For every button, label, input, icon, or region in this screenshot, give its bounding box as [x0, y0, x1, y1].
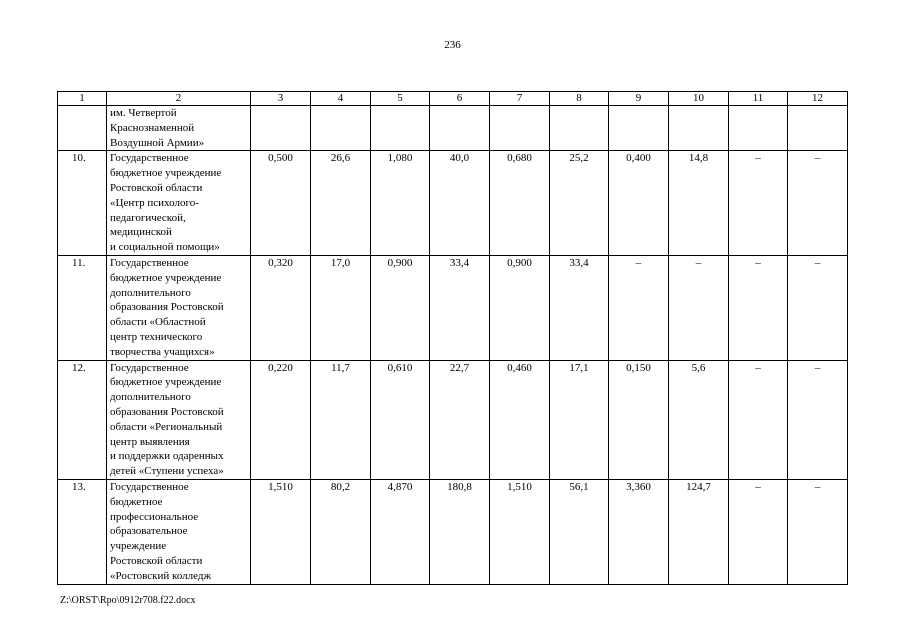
name-line: дополнительного	[110, 286, 191, 299]
value-cell-col-11	[729, 106, 788, 151]
value-cell-col-7	[490, 106, 550, 151]
table-row	[58, 106, 848, 151]
name-line: Ростовской области	[110, 181, 203, 194]
value-cell-col-5: 0,900	[371, 255, 430, 360]
value-cell-col-6: 33,4	[430, 255, 490, 360]
value-cell-col-5: 0,610	[371, 360, 430, 479]
value-cell-col-12	[788, 106, 848, 151]
row-number	[58, 106, 107, 151]
name-line: образования Ростовской	[110, 301, 224, 314]
name-line: Краснознаменной	[110, 121, 195, 134]
name-line: Государственное	[110, 256, 189, 269]
value-cell-col-10: –	[669, 255, 729, 360]
value-cell-col-6: 40,0	[430, 151, 490, 256]
value-cell-col-5: 1,080	[371, 151, 430, 256]
institution-name	[107, 106, 251, 151]
name-line: Государственное	[110, 361, 189, 374]
value-cell-col-8	[550, 106, 609, 151]
column-header-3: 3	[251, 92, 311, 106]
table-row	[58, 479, 848, 584]
name-line: детей «Ступени успеха»	[110, 465, 224, 478]
value-cell-col-9: 0,400	[609, 151, 669, 256]
value-cell-col-9: –	[609, 255, 669, 360]
value-cell-col-3: 1,510	[251, 479, 311, 584]
column-header-6: 6	[430, 92, 490, 106]
column-header-8: 8	[550, 92, 609, 106]
name-line: бюджетное учреждение	[110, 167, 222, 180]
value-cell-col-9: 0,150	[609, 360, 669, 479]
column-header-10: 10	[669, 92, 729, 106]
name-line: бюджетное учреждение	[110, 271, 222, 284]
value-cell-col-3: 0,500	[251, 151, 311, 256]
value-cell-col-8: 17,1	[550, 360, 609, 479]
value-cell-col-7: 0,900	[490, 255, 550, 360]
value-cell-col-6: 180,8	[430, 479, 490, 584]
row-number: 13.	[58, 479, 107, 584]
value-cell-col-12: –	[788, 255, 848, 360]
name-line: образовательное	[110, 525, 188, 538]
value-cell-col-4	[311, 106, 371, 151]
value-cell-col-6	[430, 106, 490, 151]
table-row	[58, 360, 848, 479]
name-line: области «Региональный	[110, 420, 223, 433]
value-cell-col-10	[669, 106, 729, 151]
value-cell-col-11: –	[729, 255, 788, 360]
value-cell-col-12: –	[788, 479, 848, 584]
name-line: медицинской	[110, 226, 172, 239]
column-header-5: 5	[371, 92, 430, 106]
row-number: 11.	[58, 255, 107, 360]
name-line: «Центр психолого-	[110, 196, 199, 209]
name-line: Государственное	[110, 152, 189, 165]
name-line: центр технического	[110, 330, 203, 343]
name-line: учреждение	[110, 540, 167, 553]
row-number: 10.	[58, 151, 107, 256]
value-cell-col-11: –	[729, 360, 788, 479]
value-cell-col-8: 25,2	[550, 151, 609, 256]
table-header-row	[58, 92, 848, 106]
name-line: Воздушной Армии»	[110, 136, 205, 149]
value-cell-col-9: 3,360	[609, 479, 669, 584]
value-cell-col-4: 80,2	[311, 479, 371, 584]
value-cell-col-12: –	[788, 360, 848, 479]
name-line: Ростовской области	[110, 554, 203, 567]
value-cell-col-7: 1,510	[490, 479, 550, 584]
name-line: творчества учащихся»	[110, 345, 215, 358]
value-cell-col-9	[609, 106, 669, 151]
value-cell-col-8: 56,1	[550, 479, 609, 584]
value-cell-col-10: 124,7	[669, 479, 729, 584]
name-line: «Ростовский колледж	[110, 569, 212, 582]
institution-name	[107, 255, 251, 360]
column-header-12: 12	[788, 92, 848, 106]
name-line: бюджетное учреждение	[110, 376, 222, 389]
value-cell-col-4: 11,7	[311, 360, 371, 479]
value-cell-col-3	[251, 106, 311, 151]
institution-name	[107, 151, 251, 256]
column-header-9: 9	[609, 92, 669, 106]
column-header-2: 2	[107, 92, 251, 106]
institution-name	[107, 479, 251, 584]
value-cell-col-7: 0,680	[490, 151, 550, 256]
table-row	[58, 151, 848, 256]
name-line: педагогической,	[110, 211, 186, 224]
table-row	[58, 255, 848, 360]
name-line: области «Областной	[110, 316, 206, 329]
footer-file-path: Z:\ORST\Rpo\0912r708.f22.docx	[60, 595, 196, 606]
row-number: 12.	[58, 360, 107, 479]
value-cell-col-4: 26,6	[311, 151, 371, 256]
name-line: образования Ростовской	[110, 405, 224, 418]
value-cell-col-5: 4,870	[371, 479, 430, 584]
column-header-7: 7	[490, 92, 550, 106]
value-cell-col-10: 14,8	[669, 151, 729, 256]
data-table	[57, 91, 848, 585]
value-cell-col-3: 0,320	[251, 255, 311, 360]
value-cell-col-3: 0,220	[251, 360, 311, 479]
value-cell-col-11: –	[729, 479, 788, 584]
name-line: и социальной помощи»	[110, 241, 220, 254]
value-cell-col-4: 17,0	[311, 255, 371, 360]
value-cell-col-12: –	[788, 151, 848, 256]
value-cell-col-8: 33,4	[550, 255, 609, 360]
name-line: бюджетное	[110, 495, 163, 508]
name-line: и поддержки одаренных	[110, 450, 224, 463]
value-cell-col-7: 0,460	[490, 360, 550, 479]
column-header-11: 11	[729, 92, 788, 106]
value-cell-col-6: 22,7	[430, 360, 490, 479]
institution-name	[107, 360, 251, 479]
name-line: Государственное	[110, 480, 189, 493]
name-line: центр выявления	[110, 435, 190, 448]
page-number: 236	[444, 39, 461, 51]
value-cell-col-11: –	[729, 151, 788, 256]
value-cell-col-5	[371, 106, 430, 151]
column-header-4: 4	[311, 92, 371, 106]
name-line: профессиональное	[110, 510, 199, 523]
name-line: им. Четвертой	[110, 107, 177, 119]
column-header-1: 1	[58, 92, 107, 106]
name-line: дополнительного	[110, 391, 191, 404]
value-cell-col-10: 5,6	[669, 360, 729, 479]
